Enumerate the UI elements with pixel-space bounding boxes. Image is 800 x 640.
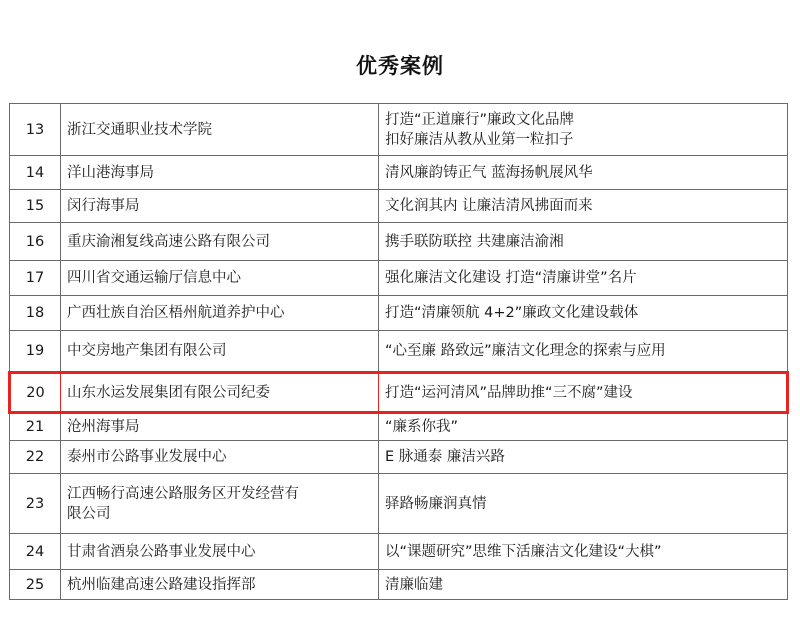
- organization-cell: 中交房地产集团有限公司: [61, 331, 379, 373]
- row-number: 14: [10, 156, 61, 190]
- row-number: 24: [10, 534, 61, 570]
- row-number: 19: [10, 331, 61, 373]
- organization-cell: 杭州临建高速公路建设指挥部: [61, 570, 379, 600]
- row-number: 21: [10, 413, 61, 441]
- table-row: [10, 104, 788, 156]
- row-number: 15: [10, 190, 61, 223]
- table-row-highlighted: [10, 373, 788, 413]
- table-row: [10, 331, 788, 373]
- case-name-cell: 强化廉洁文化建设 打造“清廉讲堂”名片: [379, 261, 788, 296]
- row-number: 22: [10, 441, 61, 474]
- case-name-cell: 驿路畅廉润真情: [379, 474, 788, 534]
- organization-cell: 重庆渝湘复线高速公路有限公司: [61, 223, 379, 261]
- table-row: [10, 156, 788, 190]
- table-row: [10, 190, 788, 223]
- case-name-cell: 打造“正道廉行”廉政文化品牌 扣好廉洁从教从业第一粒扣子: [379, 104, 788, 156]
- organization-cell: 泰州市公路事业发展中心: [61, 441, 379, 474]
- table-row: [10, 441, 788, 474]
- row-number: 23: [10, 474, 61, 534]
- case-name-cell: 清廉临建: [379, 570, 788, 600]
- organization-cell: 江西畅行高速公路服务区开发经营有 限公司: [61, 474, 379, 534]
- table-row: [10, 296, 788, 331]
- table-row: [10, 570, 788, 600]
- organization-cell: 山东水运发展集团有限公司纪委: [61, 373, 379, 413]
- row-number: 13: [10, 104, 61, 156]
- case-name-cell: 携手联防联控 共建廉洁渝湘: [379, 223, 788, 261]
- case-name-cell: 打造“清廉领航 4+2”廉政文化建设载体: [379, 296, 788, 331]
- case-name-cell: 清风廉韵铸正气 蓝海扬帆展风华: [379, 156, 788, 190]
- case-name-cell: 打造“运河清风”品牌助推“三不腐”建设: [379, 373, 788, 413]
- table-row: [10, 474, 788, 534]
- row-number: 17: [10, 261, 61, 296]
- row-number: 16: [10, 223, 61, 261]
- organization-cell: 甘肃省酒泉公路事业发展中心: [61, 534, 379, 570]
- organization-cell: 洋山港海事局: [61, 156, 379, 190]
- case-name-cell: 以“课题研究”思维下活廉洁文化建设“大棋”: [379, 534, 788, 570]
- row-number: 18: [10, 296, 61, 331]
- table-row: [10, 534, 788, 570]
- case-name-cell: “廉系你我”: [379, 413, 788, 441]
- case-name-cell: “心至廉 路致远”廉洁文化理念的探索与应用: [379, 331, 788, 373]
- page-title: 优秀案例: [356, 53, 444, 78]
- organization-cell: 沧州海事局: [61, 413, 379, 441]
- table-row: [10, 413, 788, 441]
- cases-table: [8, 103, 789, 600]
- case-name-cell: 文化润其内 让廉洁清风拂面而来: [379, 190, 788, 223]
- organization-cell: 广西壮族自治区梧州航道养护中心: [61, 296, 379, 331]
- table-row: [10, 223, 788, 261]
- case-name-cell: E 脉通泰 廉洁兴路: [379, 441, 788, 474]
- organization-cell: 闵行海事局: [61, 190, 379, 223]
- table-row: [10, 261, 788, 296]
- organization-cell: 四川省交通运输厅信息中心: [61, 261, 379, 296]
- organization-cell: 浙江交通职业技术学院: [61, 104, 379, 156]
- row-number: 20: [10, 373, 61, 413]
- row-number: 25: [10, 570, 61, 600]
